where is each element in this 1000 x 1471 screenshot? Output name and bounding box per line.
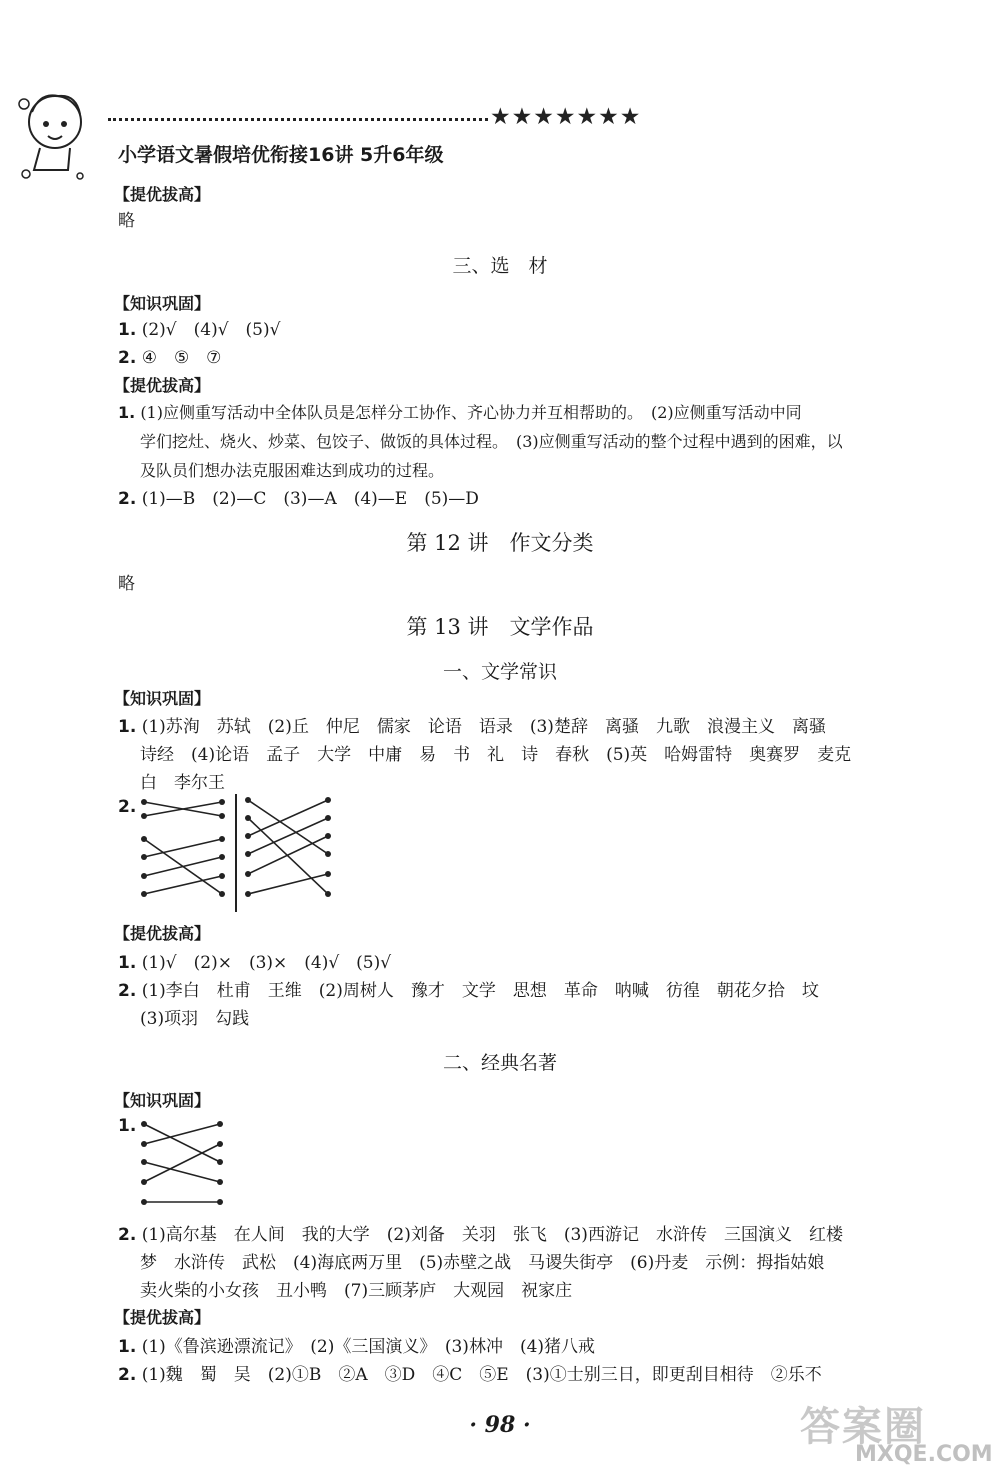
matching-diagram bbox=[140, 794, 340, 914]
answer-lue: 略 bbox=[118, 574, 135, 594]
section-title-mingzhu: 二、经典名著 bbox=[442, 1052, 557, 1074]
answer-text: 学们挖灶、烧火、炒菜、包饺子、做饭的具体过程。 (3)应侧重写活动的整个过程中遇到的困难，以 bbox=[140, 432, 843, 451]
page-number: · 98 · bbox=[469, 1412, 531, 1438]
label-tiyou: 【提优拔高】 bbox=[114, 376, 211, 395]
match-dot bbox=[219, 873, 225, 879]
match-dot bbox=[245, 891, 251, 897]
match-dot bbox=[325, 815, 331, 821]
answer-line bbox=[118, 1116, 136, 1136]
answer-line bbox=[118, 712, 826, 737]
match-dot bbox=[325, 871, 331, 877]
answer-line bbox=[118, 343, 221, 368]
answer-lue: 略 bbox=[118, 211, 135, 231]
answer-line bbox=[118, 400, 802, 423]
lecture-13-title: 第 13 讲 文学作品 bbox=[406, 615, 594, 639]
match-dot bbox=[141, 891, 147, 897]
match-dot bbox=[245, 851, 251, 857]
match-dot bbox=[217, 1199, 223, 1205]
match-dot bbox=[141, 873, 147, 879]
answer-line bbox=[118, 1360, 822, 1385]
match-dot bbox=[141, 1179, 147, 1185]
match-dot bbox=[217, 1121, 223, 1127]
match-line bbox=[144, 1124, 220, 1144]
watermark-logo: 答案圈 bbox=[800, 1404, 926, 1450]
match-dot bbox=[325, 833, 331, 839]
question-number: 2. bbox=[118, 797, 137, 817]
match-dot bbox=[325, 851, 331, 857]
match-dot bbox=[141, 813, 147, 819]
match-dot bbox=[245, 833, 251, 839]
match-dot bbox=[219, 813, 225, 819]
match-dot bbox=[141, 836, 147, 842]
match-dot bbox=[141, 854, 147, 860]
match-dot bbox=[217, 1179, 223, 1185]
match-dot bbox=[219, 836, 225, 842]
answer-text: (1)—B (2)—C (3)—A (4)—E (5)—D bbox=[141, 489, 479, 509]
match-dot bbox=[141, 1159, 147, 1165]
answer-text: 诗经 (4)论语 孟子 大学 中庸 易 书 礼 诗 春秋 (5)英 哈姆雷特 奥赛罗 麦克 bbox=[140, 745, 852, 765]
question-number: 1. bbox=[118, 320, 137, 340]
answer-text: (2)√ (4)√ (5)√ bbox=[141, 320, 281, 340]
question-number: 1. bbox=[118, 1116, 137, 1136]
label-tiyou: 【提优拔高】 bbox=[114, 924, 211, 943]
answer-text: 白 李尔王 bbox=[140, 773, 225, 793]
match-dot bbox=[325, 891, 331, 897]
match-dot bbox=[325, 797, 331, 803]
match-dot bbox=[217, 1159, 223, 1165]
answer-line bbox=[118, 948, 391, 973]
match-dot bbox=[141, 1141, 147, 1147]
answer-line bbox=[118, 1220, 843, 1245]
question-number: 1. bbox=[118, 403, 136, 422]
section-title-xuancai: 三、选 材 bbox=[452, 255, 548, 277]
match-line bbox=[144, 1144, 220, 1182]
match-dot bbox=[219, 799, 225, 805]
label-zhishi: 【知识巩固】 bbox=[114, 1091, 211, 1110]
header-dotted-rule bbox=[108, 118, 488, 121]
answer-line bbox=[118, 315, 280, 340]
match-dot bbox=[217, 1141, 223, 1147]
lecture-12-title: 第 12 讲 作文分类 bbox=[406, 531, 594, 555]
match-line bbox=[248, 800, 328, 854]
match-line bbox=[248, 818, 328, 894]
match-line bbox=[248, 874, 328, 894]
match-dot bbox=[245, 871, 251, 877]
matching-diagram bbox=[140, 1118, 230, 1212]
question-number: 1. bbox=[118, 953, 137, 973]
answer-line bbox=[118, 484, 479, 509]
answer-text: 及队员们想办法克服困难达到成功的过程。 bbox=[140, 461, 445, 480]
answer-text: (1)李白 杜甫 王维 (2)周树人 豫才 文学 思想 革命 呐喊 彷徨 朝花夕拾 坟 bbox=[141, 981, 819, 1001]
answer-text: (1)高尔基 在人间 我的大学 (2)刘备 关羽 张飞 (3)西游记 水浒传 三国演义 红楼 bbox=[141, 1225, 843, 1245]
answer-text: ④ ⑤ ⑦ bbox=[141, 348, 222, 368]
section-title-wenxue: 一、文学常识 bbox=[442, 661, 557, 683]
match-dot bbox=[245, 815, 251, 821]
watermark-url: MXQE.COM bbox=[855, 1442, 993, 1467]
match-line bbox=[144, 857, 222, 876]
answer-text: (1)√ (2)× (3)× (4)√ (5)√ bbox=[141, 953, 392, 973]
answer-text: 梦 水浒传 武松 (4)海底两万里 (5)赤壁之战 马谡失街亭 (6)丹麦 示例：拇指姑娘 bbox=[140, 1253, 825, 1273]
question-number: 2. bbox=[118, 1225, 137, 1245]
question-number: 1. bbox=[118, 717, 137, 737]
match-dot bbox=[219, 891, 225, 897]
label-tiyou: 【提优拔高】 bbox=[114, 185, 211, 204]
mascot-illustration bbox=[10, 84, 100, 184]
match-line bbox=[144, 1124, 220, 1162]
match-dot bbox=[219, 854, 225, 860]
match-dot bbox=[141, 1199, 147, 1205]
question-number: 1. bbox=[118, 1337, 137, 1357]
label-tiyou: 【提优拔高】 bbox=[114, 1308, 211, 1327]
answer-line bbox=[118, 976, 819, 1001]
answer-text: 卖火柴的小女孩 丑小鸭 (7)三顾茅庐 大观园 祝家庄 bbox=[140, 1281, 573, 1301]
answer-text: (1)应侧重写活动中全体队员是怎样分工协作、齐心协力并互相帮助的。 (2)应侧重写活动中同 bbox=[140, 403, 802, 422]
question-number: 2. bbox=[118, 489, 137, 509]
question-number: 2. bbox=[118, 1365, 137, 1385]
match-dot bbox=[141, 799, 147, 805]
match-line bbox=[248, 818, 328, 854]
label-zhishi: 【知识巩固】 bbox=[114, 689, 211, 708]
answer-text: (1)魏 蜀 吴 (2)①B ②A ③D ④C ⑤E (3)①士别三日，即更刮目相待 ②乐不 bbox=[141, 1365, 822, 1385]
answer-line bbox=[118, 797, 136, 817]
match-dot bbox=[141, 1121, 147, 1127]
answer-text: (1)《鲁滨逊漂流记》 (2)《三国演义》 (3)林冲 (4)猪八戒 bbox=[141, 1337, 596, 1357]
book-title: 小学语文暑假培优衔接16讲 5升6年级 bbox=[118, 144, 444, 166]
match-dot bbox=[245, 797, 251, 803]
label-zhishi: 【知识巩固】 bbox=[114, 294, 211, 313]
header-stars: ★★★★★★★ bbox=[490, 104, 642, 130]
match-line bbox=[248, 836, 328, 874]
answer-text: (3)项羽 勾践 bbox=[140, 1009, 250, 1029]
match-line bbox=[144, 1162, 220, 1182]
answer-line bbox=[118, 1332, 595, 1357]
question-number: 2. bbox=[118, 348, 137, 368]
answer-text: (1)苏洵 苏轼 (2)丘 仲尼 儒家 论语 语录 (3)楚辞 离骚 九歌 浪漫主义 离骚 bbox=[141, 717, 826, 737]
match-line bbox=[248, 800, 328, 836]
question-number: 2. bbox=[118, 981, 137, 1001]
